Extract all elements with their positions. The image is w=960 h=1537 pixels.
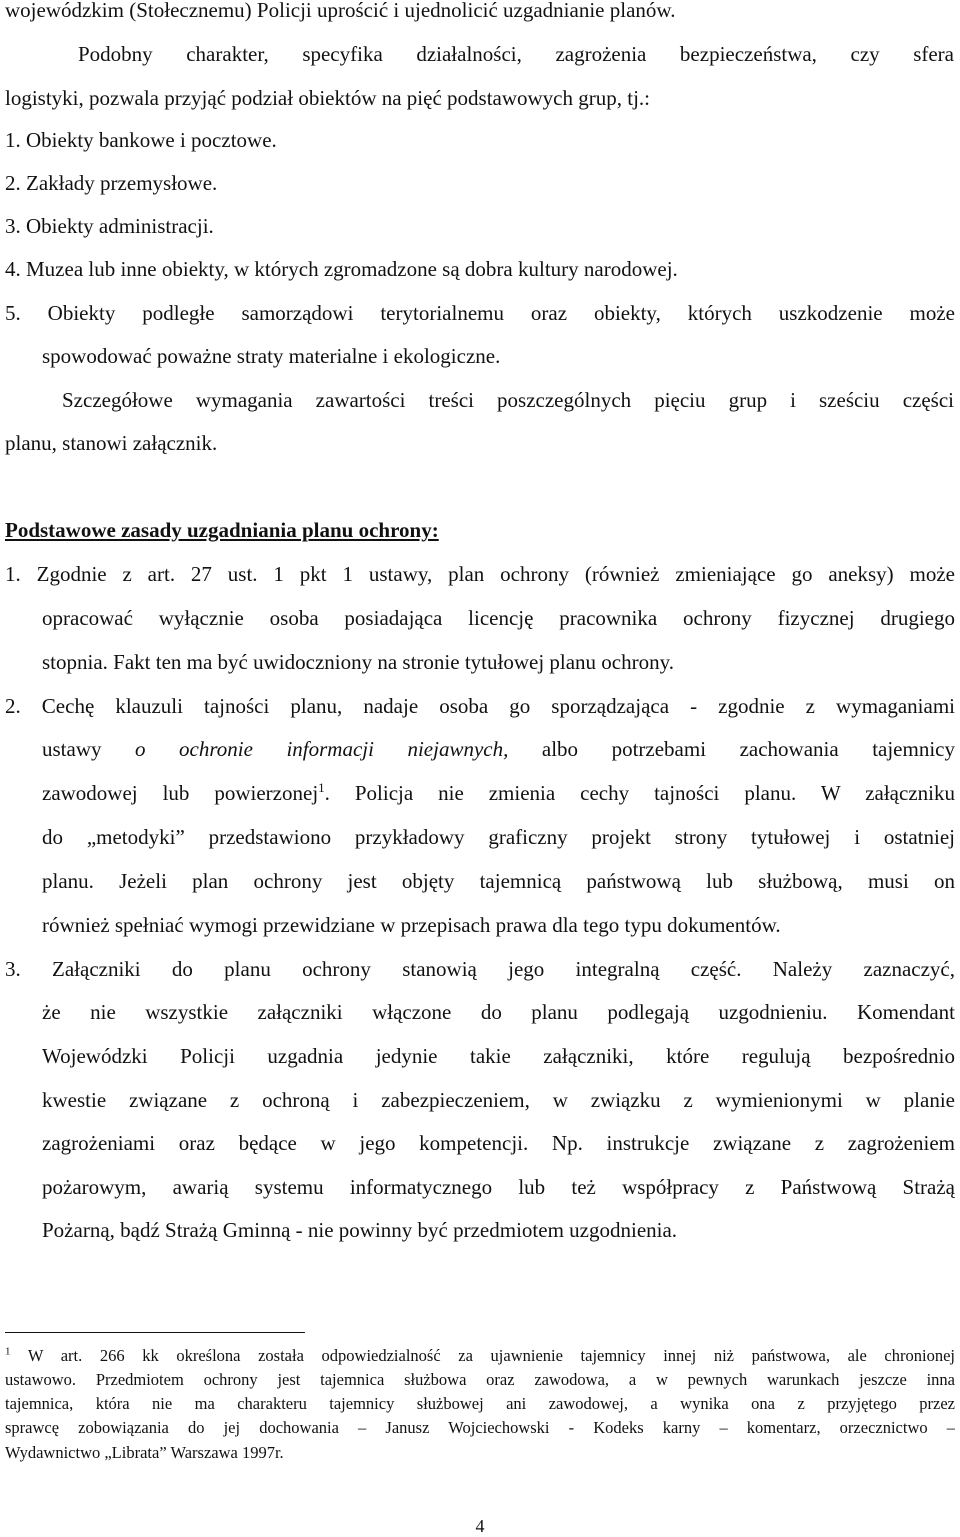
point-2-line-5: planu. Jeżeli plan ochrony jest objęty tajemnicą państwową lub służbową, musi on [42,869,955,893]
point-3-line-6: pożarowym, awarią systemu informatycznego lub też współpracy z Państwową Strażą [42,1175,955,1199]
footnote-line-4: sprawcę zobowiązania do jej dochowania – Janusz Wojciechowski - Kodeks karny – komentarz, orzecznictwo – [5,1418,955,1437]
point-1-line-3: stopnia. Fakt ten ma być uwidoczniony na stronie tytułowej planu ochrony. [42,650,675,674]
point-2-line-6: również spełniać wymogi przewidziane w przepisach prawa dla tego typu dokumentów. [42,913,781,937]
section-heading: Podstawowe zasady uzgadniania planu ochrony: [5,518,439,542]
body-line-10: Szczegółowe wymagania zawartości treści poszczególnych pięciu grup i sześciu części [62,388,954,412]
body-line-2: Podobny charakter, specyfika działalności, zagrożenia bezpieczeństwa, czy sfera [78,42,954,66]
point-2-line-2-post: albo potrzebami zachowania tajemnicy [508,737,955,761]
footnote-line-5: Wydawnictwo „Librata” Warszawa 1997r. [5,1443,284,1462]
footnote-line-2: ustawowo. Przedmiotem ochrony jest tajemnica służbowa oraz zawodowa, a w pewnych warunkach jeszcze inna [5,1370,955,1389]
point-1-line-2: opracować wyłącznie osoba posiadająca licencję pracownika ochrony fizycznej drugiego [42,606,955,630]
body-line-1: wojewódzkim (Stołecznemu) Policji uprościć i ujednolicić uzgadnianie planów. [5,0,676,22]
point-3-line-7: Pożarną, bądź Strażą Gminną - nie powinny być przedmiotem uzgodnienia. [42,1218,678,1242]
footnote-reference[interactable]: 1 [318,781,325,795]
act-title-italic: o ochronie informacji niejawnych, [135,737,509,761]
footnote-separator [5,1332,305,1333]
list-item-2: 2. Zakłady przemysłowe. [5,171,218,195]
point-3-line-3: Wojewódzki Policji uzgadnia jedynie takie załączniki, które regulują bezpośrednio [42,1044,955,1068]
body-line-3: logistyki, pozwala przyjąć podział obiektów na pięć podstawowych grup, tj.: [5,86,651,110]
point-3-line-5: zagrożeniami oraz będące w jego kompetencji. Np. instrukcje związane z zagrożeniem [42,1131,955,1155]
page-number: 4 [475,1516,485,1536]
footnote-marker: 1 [5,1346,11,1358]
point-3-line-2: że nie wszystkie załączniki włączone do planu podlegają uzgodnieniu. Komendant [42,1000,955,1024]
point-2-line-3 [42,781,955,805]
list-item-1: 1. Obiekty bankowe i pocztowe. [5,128,277,152]
point-1-line-1: 1. Zgodnie z art. 27 ust. 1 pkt 1 ustawy, plan ochrony (również zmieniające go aneksy) może [5,562,955,586]
list-item-3: 3. Obiekty administracji. [5,214,214,238]
point-2-line-2-pre: ustawy [42,737,136,761]
point-3-line-4: kwestie związane z ochroną i zabezpieczeniem, w związku z wymienionymi w planie [42,1088,955,1112]
point-2-line-4: do „metodyki” przedstawiono przykładowy graficzny projekt strony tytułowej i ostatniej [42,825,955,849]
footnote-line-1-text: W art. 266 kk określona została odpowiedzialność za ujawnienie tajemnicy innej niż państwowa, ale chronionej [10,1346,955,1365]
list-item-4: 4. Muzea lub inne obiekty, w których zgromadzone są dobra kultury narodowej. [5,257,678,281]
body-line-11: planu, stanowi załącznik. [5,431,218,455]
footnote-line-1 [5,1346,955,1366]
point-2-line-1: 2. Cechę klauzuli tajności planu, nadaje osoba go sporządzająca - zgodnie z wymaganiami [5,694,955,718]
point-2-line-2 [42,737,955,761]
point-2-line-3-post: . Policja nie zmienia cechy tajności planu. W załączniku [324,781,955,805]
point-2-line-3-pre: zawodowej lub powierzonej [42,781,319,805]
point-3-line-1: 3. Załączniki do planu ochrony stanowią jego integralną część. Należy zaznaczyć, [5,957,955,981]
footnote-line-3: tajemnica, która nie ma charakteru tajemnicy służbowej ani zawodowej, a wynika ona z przyjętego przez [5,1394,955,1413]
list-item-5-line-1: 5. Obiekty podległe samorządowi terytorialnemu oraz obiekty, których uszkodzenie może [5,301,955,325]
list-item-5-line-2: spowodować poważne straty materialne i ekologiczne. [42,344,501,368]
